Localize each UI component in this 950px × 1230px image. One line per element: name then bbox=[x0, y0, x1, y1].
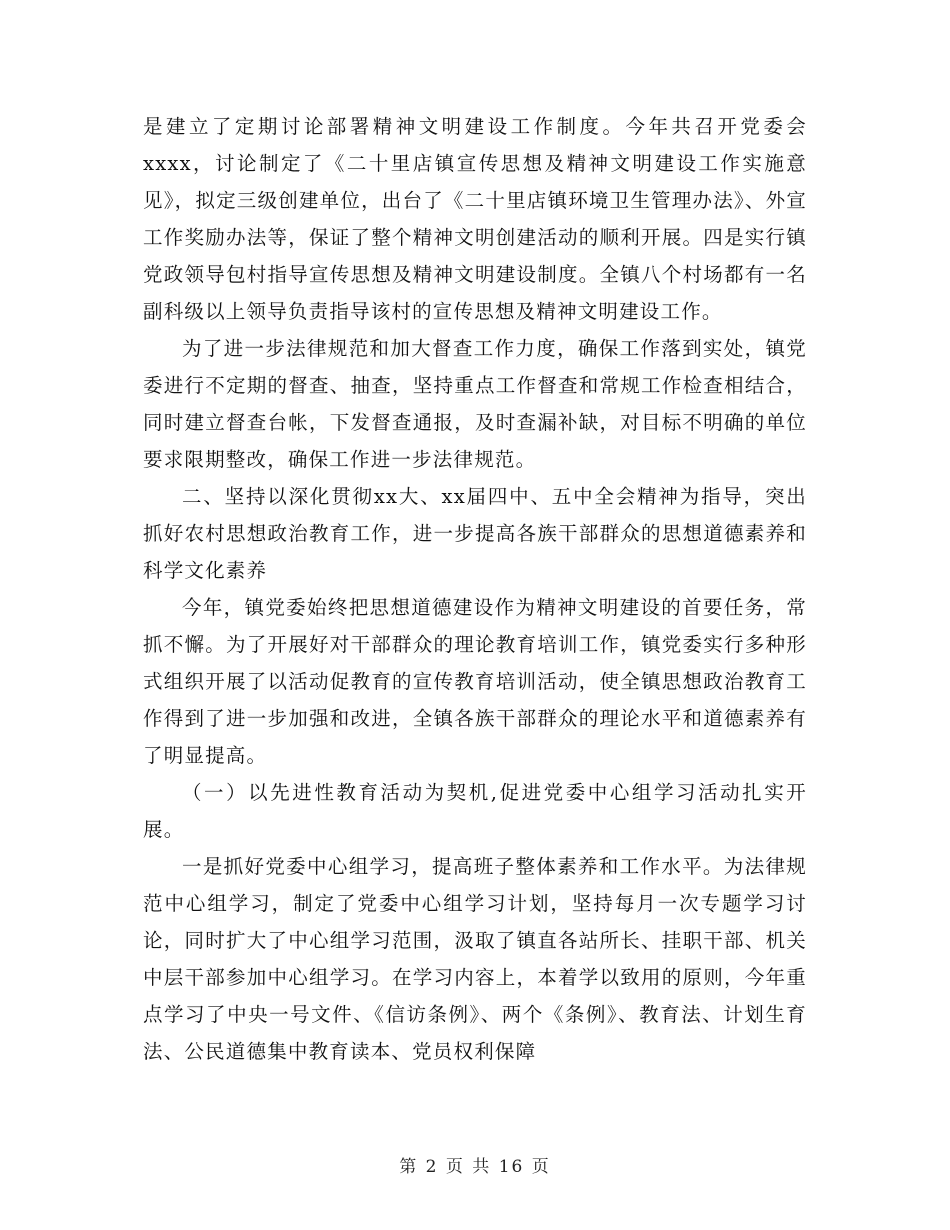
paragraph-5: （一）以先进性教育活动为契机,促进党委中心组学习活动扎实开展。 bbox=[143, 781, 807, 841]
document-body bbox=[143, 108, 807, 1070]
paragraph-1: 是建立了定期讨论部署精神文明建设工作制度。今年共召开党委会xxxx，讨论制定了《二十里店镇宣传思想及精神文明建设工作实施意见》，拟定三级创建单位，出台了《二十里店镇环境卫生管理办法》、外宣工作奖励办法等，保证了整个精神文明创建活动的顺利开展。四是实行镇党政领导包村指导宣传思想及精神文明建设制度。全镇八个村场都有一名副科级以上领导负责指导该村的宣传思想及精神文明建设工作。 bbox=[143, 115, 807, 323]
paragraph-2: 为了进一步法律规范和加大督查工作力度，确保工作落到实处，镇党委进行不定期的督查、抽查，坚持重点工作督查和常规工作检查相结合，同时建立督查台帐，下发督查通报，及时查漏补缺，对目标不明确的单位要求限期整改，确保工作进一步法律规范。 bbox=[143, 337, 807, 471]
page-footer: 第 2 页 共 16 页 bbox=[399, 1157, 551, 1177]
paragraph-4: 今年，镇党委始终把思想道德建设作为精神文明建设的首要任务，常抓不懈。为了开展好对干部群众的理论教育培训工作，镇党委实行多种形式组织开展了以活动促教育的宣传教育培训活动，使全镇思想政治教育工作得到了进一步加强和改进，全镇各族干部群众的理论水平和道德素养有了明显提高。 bbox=[143, 596, 807, 767]
paragraph-3: 二、坚持以深化贯彻xx大、xx届四中、五中全会精神为指导，突出抓好农村思想政治教育工作，进一步提高各族干部群众的思想道德素养和科学文化素养 bbox=[143, 485, 807, 582]
paragraph-6: 一是抓好党委中心组学习，提高班子整体素养和工作水平。为法律规范中心组学习，制定了党委中心组学习计划，坚持每月一次专题学习讨论，同时扩大了中心组学习范围，汲取了镇直各站所长、挂职干部、机关中层干部参加中心组学习。在学习内容上，本着学以致用的原则，今年重点学习了中央一号文件、《信访条例》、两个《条例》、教育法、计划生育法、公民道德集中教育读本、党员权利保障 bbox=[143, 855, 807, 1063]
